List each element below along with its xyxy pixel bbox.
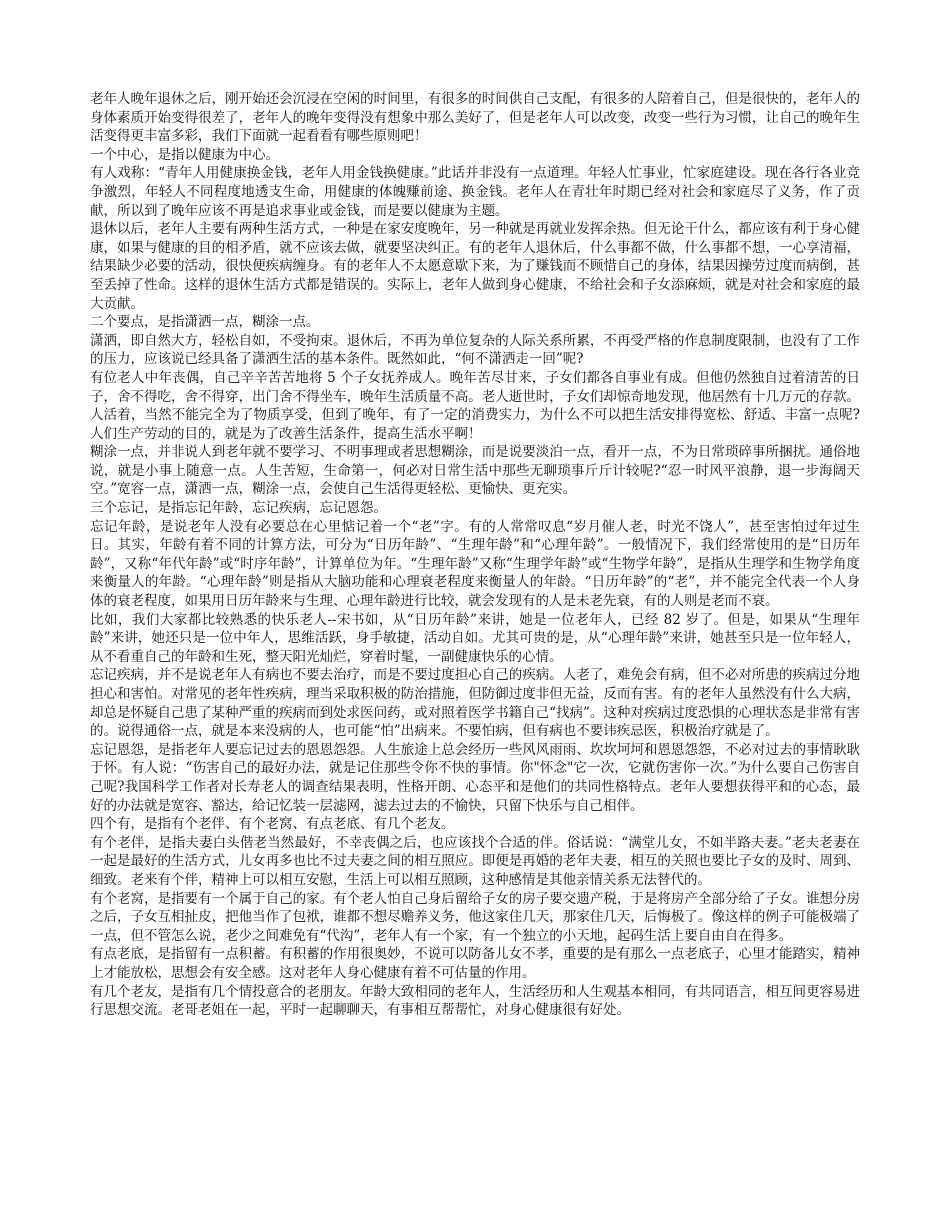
paragraph: 糊涂一点，并非说人到老年就不要学习、不明事理或者思想糊涂，而是说要淡泊一点，看开一点，不为日常琐碎事所捆扰。通俗地说，就是小事上随意一点。人生苦短，生命第一，何必对日常生活中那些无聊琐事斤斤计较呢?“忍一时风平浪静，退一步海阔天空。”宽容一点，潇洒一点，糊涂一点，会使自己生活得更轻松、更愉快、更充实。 [90, 444, 860, 498]
section-heading-three-forget: 三个忘记，是指忘记年龄，忘记疾病，忘记恩怨。 [90, 500, 387, 517]
paragraph: 有个老伴，是指夫妻白头偕老当然最好，不幸丧偶之后，也应该找个合适的伴。俗话说：“满堂儿女，不如半路夫妻。”老夫老妻在一起是最好的生活方式，儿女再多也比不过夫妻之间的相互照应。即便是再婚的老年夫妻，相互的关照也要比子女的及时、周到、细致。老来有个伴，精神上可以相互安慰，生活上可以相互照顾，这种感情是其他亲情关系无法替代的。 [90, 834, 860, 888]
paragraph: 忘记疾病，并不是说老年人有病也不要去治疗，而是不要过度担心自己的疾病。人老了，难免会有病，但不必对所患的疾病过分地担心和害怕。对常见的老年性疾病，理当采取积极的防治措施，但防御过度非但无益，反而有害。有的老年人虽然没有什么大病，却总是怀疑自己患了某种严重的疾病而到处求医问药，或对照着医学书籍自己“找病”。这种对疾病过度恐惧的心理状态是非常有害的。说得通俗一点，就是本来没病的人，也可能“怕”出病来。不要怕病，但有病也不要讳疾忌医，积极治疗就是了。 [90, 667, 860, 740]
section-heading-two-points: 二个要点，是指潇洒一点，糊涂一点。 [90, 314, 320, 331]
paragraph-intro: 老年人晚年退休之后，刚开始还会沉浸在空闲的时间里，有很多的时间供自己支配，有很多的人陪着自己，但是很快的，老年人的身体素质开始变得很差了，老年人的晚年变得没有想象中那么美好了，但是老年人可以改变，改变一些行为习惯，让自己的晚年生活变得更丰富多彩，我们下面就一起看看有哪些原则吧！ [90, 91, 860, 145]
paragraph: 忘记恩怨，是指老年人要忘记过去的恩恩怨怨。人生旅途上总会经历一些风风雨雨、坎坎坷坷和恩恩怨怨，不必对过去的事情耿耿于怀。有人说：“伤害自己的最好办法，就是记住那些令你不快的事情。你"怀念"它一次，它就伤害你一次。”为什么要自己伤害自己呢?我国科学工作者对长寿老人的调查结果表明，性格开朗、心态平和是他们的共同性格特点。老年人要想获得平和的心态，最好的办法就是宽容、豁达，给记忆装一层滤网，滤去过去的不愉快，只留下快乐与自己相伴。 [90, 741, 860, 814]
paragraph: 有位老人中年丧偶，自己辛辛苦苦地将 5 个子女抚养成人。晚年苦尽甘来，子女们都各自事业有成。但他仍然独自过着清苦的日子，舍不得吃，舍不得穿，出门舍不得坐车，晚年生活质量不高。老人逝世时，子女们却惊奇地发现，他居然有十几万元的存款。人活着，当然不能完全为了物质享受，但到了晚年，有了一定的消费实力，为什么不可以把生活安排得宽松、舒适、丰富一点呢?人们生产劳动的目的，就是为了改善生活条件，提高生活水平啊！ [90, 369, 860, 442]
paragraph: 退休以后，老年人主要有两种生活方式，一种是在家安度晚年，另一种就是再就业发挥余热。但无论干什么，都应该有利于身心健康，如果与健康的目的相矛盾，就不应该去做，就要坚决纠正。有的老年人退休后，什么事都不做，什么事都不想，一心享清福，结果缺少必要的活动，很快便疾病缠身。有的老年人不太愿意歇下来，为了赚钱而不顾惜自己的身体，结果因操劳过度而病倒，甚至丢掉了性命。这样的退休生活方式都是错误的。实际上，老年人做到身心健康，不给社会和子女添麻烦，就是对社会和家庭的最大贡献。 [90, 221, 860, 312]
paragraph: 比如，我们大家都比较熟悉的快乐老人--宋书如，从“日历年龄”来讲，她是一位老年人，已经 82 岁了。但是，如果从“生理年龄”来讲，她还只是一位中年人，思维活跃，身手敏捷，活动自如。尤其可贵的是，从“心理年龄”来讲，她甚至只是一位年轻人，从不看重自己的年龄和生死，整天阳光灿烂，穿着时髦，一副健康快乐的心情。 [90, 611, 860, 665]
paragraph: 有几个老友，是指有几个情投意合的老朋友。年龄大致相同的老年人，生活经历和人生观基本相同，有共同语言，相互间更容易进行思想交流。老哥老姐在一起，平时一起聊聊天，有事相互帮帮忙，对身心健康很有好处。 [90, 983, 860, 1019]
section-heading-four-haves: 四个有，是指有个老伴、有个老窝、有点老底、有几个老友。 [90, 816, 455, 833]
paragraph: 潇洒，即自然大方，轻松自如，不受拘束。退休后，不再为单位复杂的人际关系所累，不再受严格的作息制度限制，也没有了工作的压力，应该说已经具备了潇洒生活的基本条件。既然如此，“何不潇洒走一回”呢? [90, 332, 860, 368]
paragraph: 有人戏称：“青年人用健康换金钱，老年人用金钱换健康。”此话并非没有一点道理。年轻人忙事业，忙家庭建设。现在各行各业竞争激烈，年轻人不同程度地透支生命，用健康的体魄赚前途、换金钱。老年人在青壮年时期已经对社会和家庭尽了义务，作了贡献，所以到了晚年应该不再是追求事业或金钱，而是要以健康为主题。 [90, 165, 860, 219]
section-heading-one-center: 一个中心，是指以健康为中心。 [90, 146, 279, 163]
document-body [90, 90, 860, 1020]
paragraph: 有个老窝，是指要有一个属于自己的家。有个老人怕自己身后留给子女的房子要交遗产税，于是将房产全部分给了子女。谁想分房之后，子女互相扯皮，把他当作了包袱，谁都不想尽赡养义务，他这家住几天，那家住几天，后悔极了。像这样的例子可能极端了一点，但不管怎么说，老少之间难免有“代沟”，老年人有一个家，有一个独立的小天地，起码生活上要自由自在得多。 [90, 890, 860, 944]
paragraph: 忘记年龄，是说老年人没有必要总在心里惦记着一个“老”字。有的人常常叹息“岁月催人老，时光不饶人”，甚至害怕过年过生日。其实，年龄有着不同的计算方法，可分为“日历年龄”、“生理年龄”和“心理年龄”。一般情况下，我们经常使用的是“日历年龄”，又称“年代年龄”或“时序年龄”，计算单位为年。“生理年龄”又称“生理学年龄”或“生物学年龄”，是指从生理学和生物学角度来衡量人的年龄。“心理年龄”则是指从大脑功能和心理衰老程度来衡量人的年龄。“日历年龄”的“老”，并不能完全代表一个人身体的衰老程度，如果用日历年龄来与生理、心理年龄进行比较，就会发现有的人是未老先衰，有的人则是老而不衰。 [90, 518, 860, 610]
paragraph: 有点老底，是指留有一点积蓄。有积蓄的作用很奥妙，不说可以防备儿女不孝，重要的是有那么一点老底子，心里才能踏实，精神上才能放松，思想会有安全感。这对老年人身心健康有着不可估量的作用。 [90, 946, 860, 981]
